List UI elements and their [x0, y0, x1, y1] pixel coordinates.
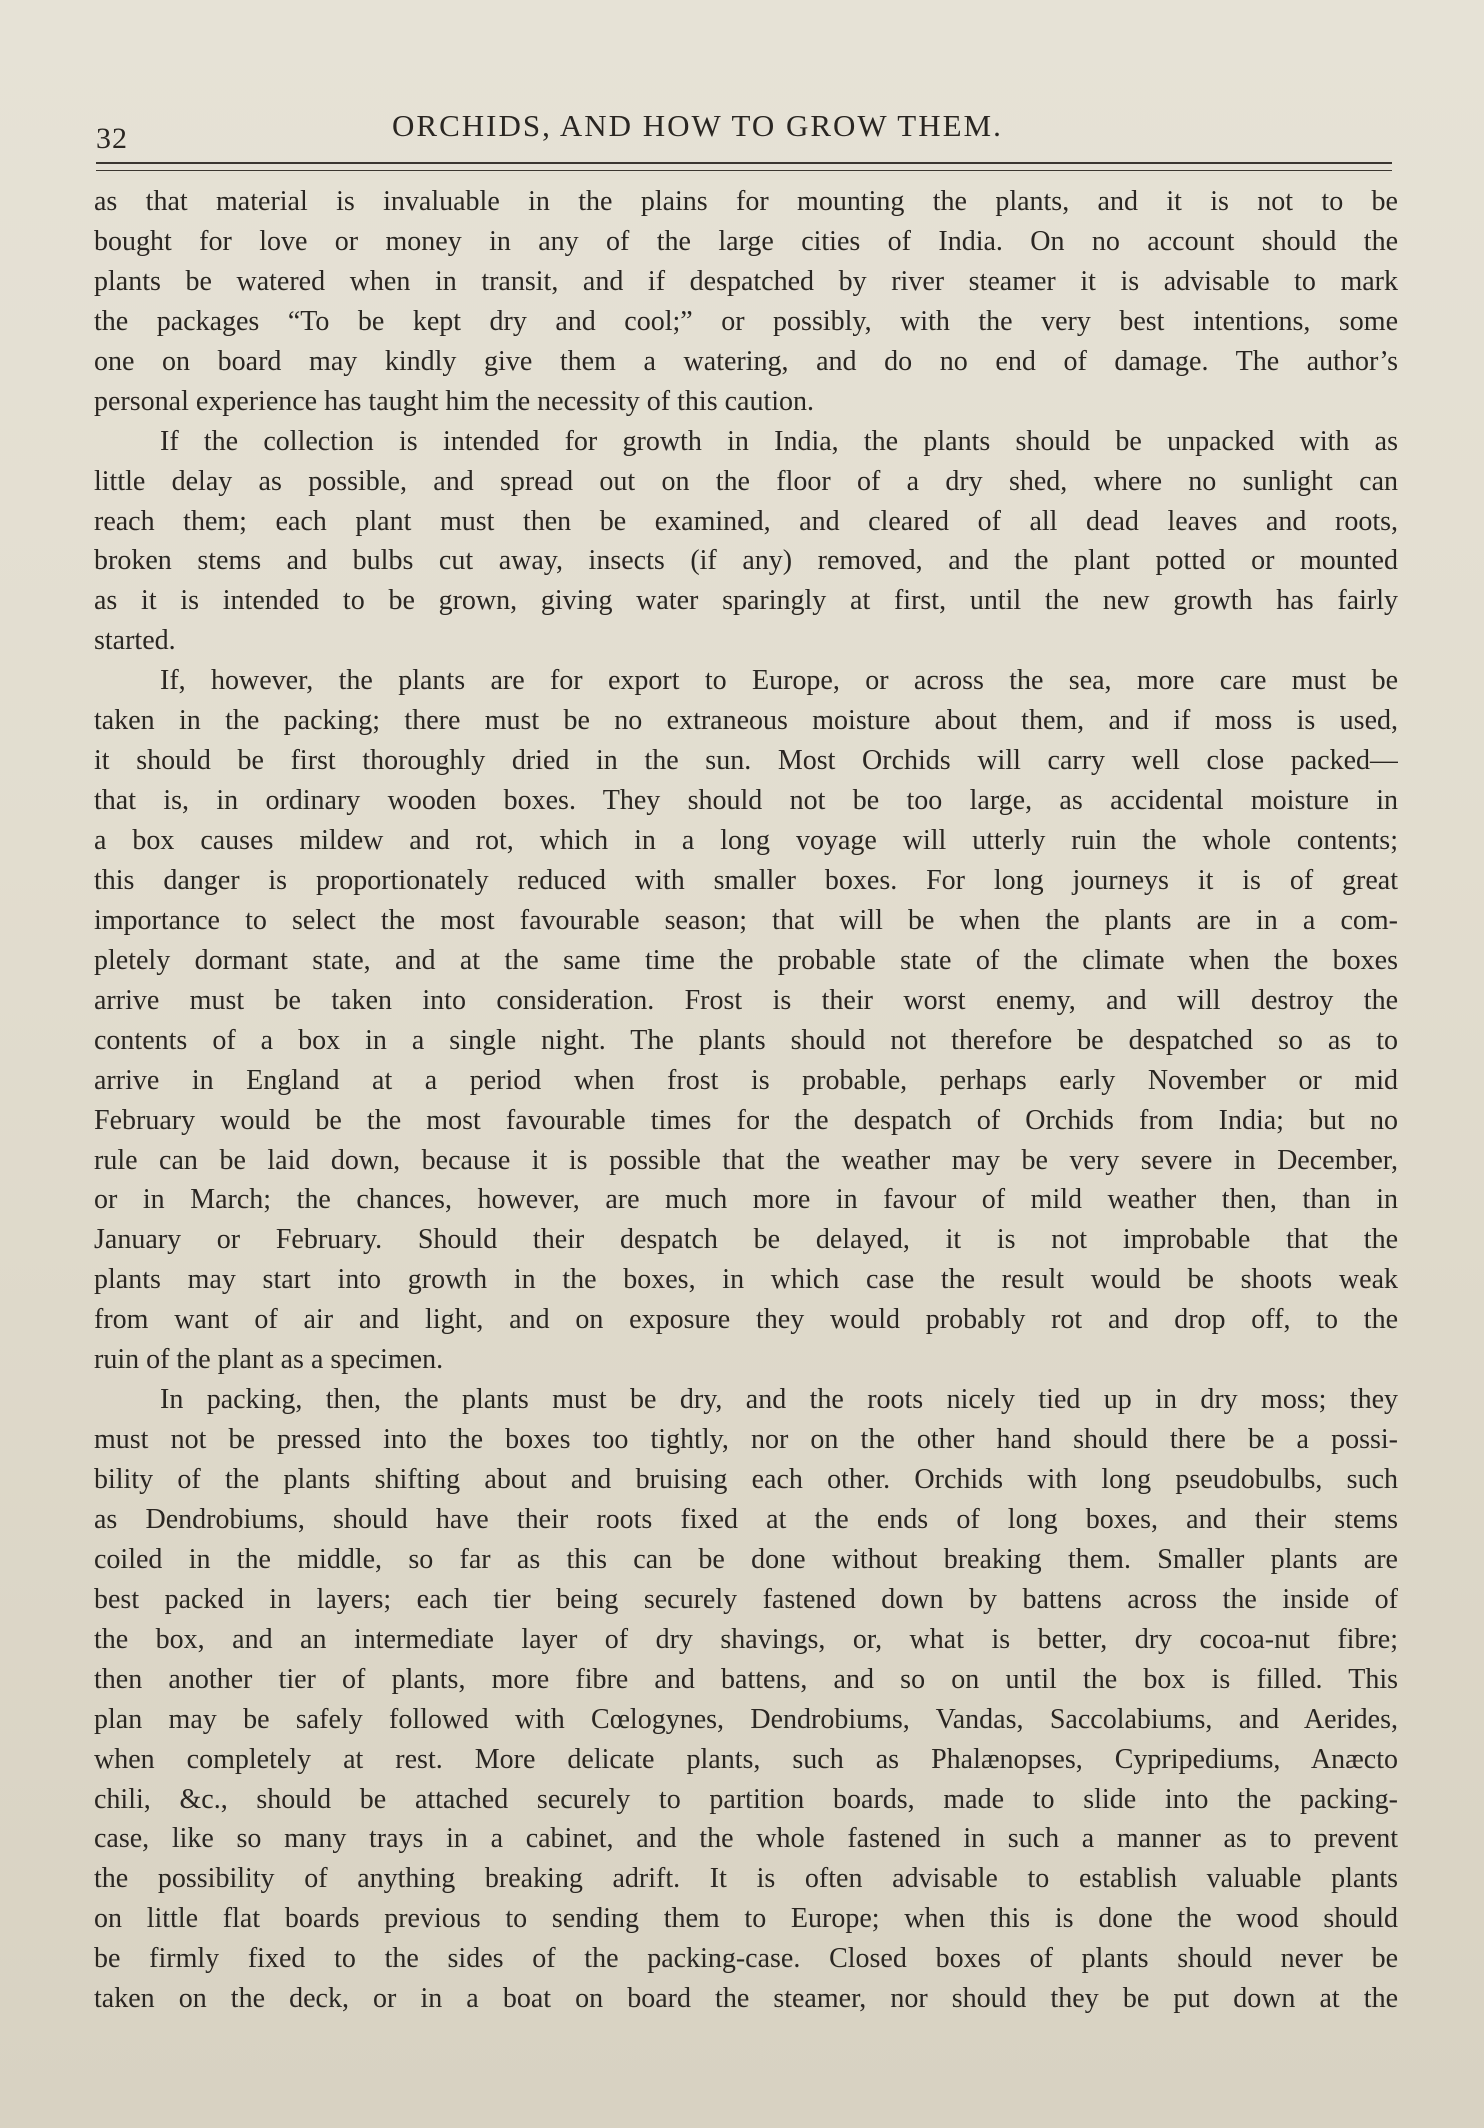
text-line: a box causes mildew and rot, which in a long voyage will utterly ruin the whole contents; — [94, 825, 1398, 856]
text-line: as Dendrobiums, should have their roots fixed at the ends of long boxes, and their stems — [94, 1503, 1398, 1535]
text-line: chili, &c., should be attached securely to partition boards, made to slide into the packing- — [94, 1783, 1398, 1815]
running-title: ORCHIDS, AND HOW TO GROW THEM. — [392, 108, 1003, 143]
text-line: contents of a box in a single night. The plants should not therefore be despatched so as to — [94, 1024, 1398, 1056]
text-line: February would be the most favourable times for the despatch of Orchids from India; but no — [94, 1104, 1398, 1136]
text-line: ruin of the plant as a specimen. — [94, 1344, 444, 1376]
text-line: then another tier of plants, more fibre and battens, and so on until the box is filled. This — [94, 1663, 1398, 1695]
text-line: the packages “To be kept dry and cool;” or possibly, with the very best intentions, some — [94, 305, 1398, 337]
text-line: plants may start into growth in the boxes, in which case the result would be shoots weak — [94, 1264, 1398, 1296]
text-line: broken stems and bulbs cut away, insects (if any) removed, and the plant potted or mounted — [94, 545, 1398, 577]
text-line: If, however, the plants are for export to Europe, or across the sea, more care must be — [160, 665, 1398, 697]
text-line: as it is intended to be grown, giving water sparingly at first, until the new growth has fairly — [94, 585, 1398, 617]
text-line: arrive must be taken into consideration. Frost is their worst enemy, and will destroy the — [94, 984, 1398, 1016]
text-line: taken in the packing; there must be no extraneous moisture about them, and if moss is used, — [94, 705, 1398, 737]
text-line: the box, and an intermediate layer of dry shavings, or, what is better, dry cocoa-nut fibre; — [94, 1623, 1398, 1655]
header-rule-thin — [96, 170, 1392, 171]
text-line: taken on the deck, or in a boat on board the steamer, nor should they be put down at the — [94, 1983, 1398, 2015]
text-line: on little flat boards previous to sending them to Europe; when this is done the wood should — [94, 1903, 1398, 1935]
text-line: In packing, then, the plants must be dry, and the roots nicely tied up in dry moss; they — [160, 1384, 1398, 1416]
text-line: rule can be laid down, because it is possible that the weather may be very severe in December, — [94, 1144, 1398, 1176]
page-number: 32 — [96, 122, 128, 155]
text-line: reach them; each plant must then be examined, and cleared of all dead leaves and roots, — [94, 505, 1398, 537]
text-line: pletely dormant state, and at the same time the probable state of the climate when the boxes — [94, 944, 1398, 976]
text-line: from want of air and light, and on exposure they would probably rot and drop off, to the — [94, 1304, 1398, 1336]
text-line: January or February. Should their despatch be delayed, it is not improbable that the — [94, 1224, 1398, 1256]
text-line: plants be watered when in transit, and if despatched by river steamer it is advisable to mark — [94, 265, 1398, 297]
text-line: must not be pressed into the boxes too tightly, nor on the other hand should there be a possi- — [94, 1424, 1398, 1456]
text-line: If the collection is intended for growth in India, the plants should be unpacked with as — [160, 425, 1398, 457]
text-line: little delay as possible, and spread out on the floor of a dry shed, where no sunlight can — [94, 465, 1398, 497]
text-line: this danger is proportionately reduced with smaller boxes. For long journeys it is of great — [94, 864, 1398, 896]
text-line: one on board may kindly give them a watering, and do no end of damage. The author’s — [94, 345, 1398, 377]
text-line: when completely at rest. More delicate plants, such as Phalænopses, Cypripediums, Anæcto — [94, 1743, 1398, 1775]
text-line: case, like so many trays in a cabinet, and the whole fastened in such a manner as to prevent — [94, 1823, 1398, 1855]
text-line: personal experience has taught him the necessity of this caution. — [94, 385, 815, 417]
text-line: bility of the plants shifting about and bruising each other. Orchids with long pseudobulbs, such — [94, 1464, 1398, 1495]
page-header — [96, 104, 1392, 155]
text-line: be firmly fixed to the sides of the packing-case. Closed boxes of plants should never be — [94, 1943, 1398, 1975]
text-line: plan may be safely followed with Cœlogynes, Dendrobiums, Vandas, Saccolabiums, and Aerides, — [94, 1703, 1398, 1735]
text-line: that is, in ordinary wooden boxes. They should not be too large, as accidental moisture in — [94, 785, 1398, 817]
text-line: coiled in the middle, so far as this can be done without breaking them. Smaller plants are — [94, 1543, 1398, 1575]
text-line: it should be first thoroughly dried in the sun. Most Orchids will carry well close packed— — [94, 745, 1398, 777]
text-line: importance to select the most favourable season; that will be when the plants are in a com- — [94, 904, 1398, 936]
header-rule-thick — [96, 162, 1392, 164]
text-line: best packed in layers; each tier being securely fastened down by battens across the inside of — [94, 1583, 1398, 1615]
text-line: bought for love or money in any of the large cities of India. On no account should the — [94, 225, 1398, 257]
text-line: as that material is invaluable in the plains for mounting the plants, and it is not to be — [94, 186, 1398, 217]
text-line: or in March; the chances, however, are much more in favour of mild weather then, than in — [94, 1184, 1398, 1216]
body-text — [94, 182, 1398, 2019]
text-line: the possibility of anything breaking adrift. It is often advisable to establish valuable plants — [94, 1863, 1398, 1895]
text-line: arrive in England at a period when frost is probable, perhaps early November or mid — [94, 1064, 1398, 1096]
text-line: started. — [94, 625, 176, 657]
